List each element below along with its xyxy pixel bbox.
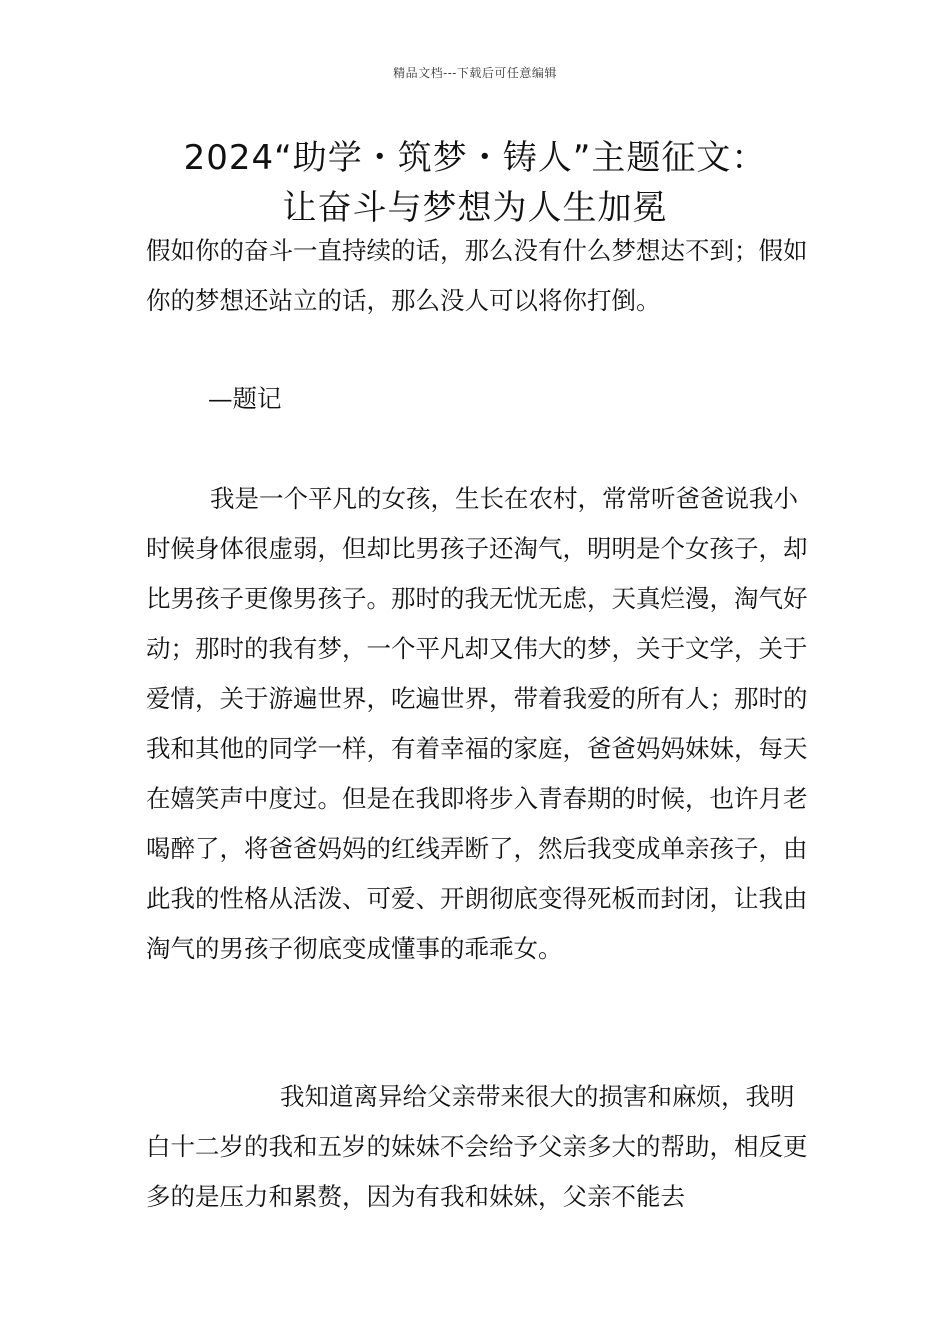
header-note: 精品文档---下载后可任意编辑 [393, 66, 557, 80]
title-line-2: 让奋斗与梦想为人生加冕 [282, 188, 668, 228]
inscription: —题记 [208, 384, 282, 413]
title-line-1: 2024“助学・筑梦・铸人”主题征文： [183, 138, 767, 178]
paragraph: 我是一个平凡的女孩，生长在农村，常常听爸爸说我小时候身体很虚弱，但却比男孩子还淘气，明明是个女孩子，却比男孩子更像男孩子。那时的我无忧无虑，天真烂漫，淘气好动；那时的我有梦，一个平凡却又伟大的梦，关于文学，关于爱情，关于游遍世界，吃遍世界，带着我爱的所有人；那时的我和其他的同学一样，有着幸福的家庭，爸爸妈妈妹妹，每天在嬉笑声中度过。但是在我即将步入青春期的时候，也许月老喝醉了，将爸爸妈妈的红线弄断了，然后我变成单亲孩子，由此我的性格从活泼、可爱、开朗彻底变得死板而封闭，让我由淘气的男孩子彻底变成懂事的乖乖女。 [146, 484, 808, 963]
epigraph: 假如你的奋斗一直持续的话，那么没有什么梦想达不到；假如你的梦想还站立的话，那么没人可以将你打倒。 [146, 236, 808, 315]
paragraph: 我知道离异给父亲带来很大的损害和麻烦，我明白十二岁的我和五岁的妹妹不会给予父亲多大的帮助，相反更多的是压力和累赘，因为有我和妹妹，父亲不能去 [146, 1082, 808, 1211]
